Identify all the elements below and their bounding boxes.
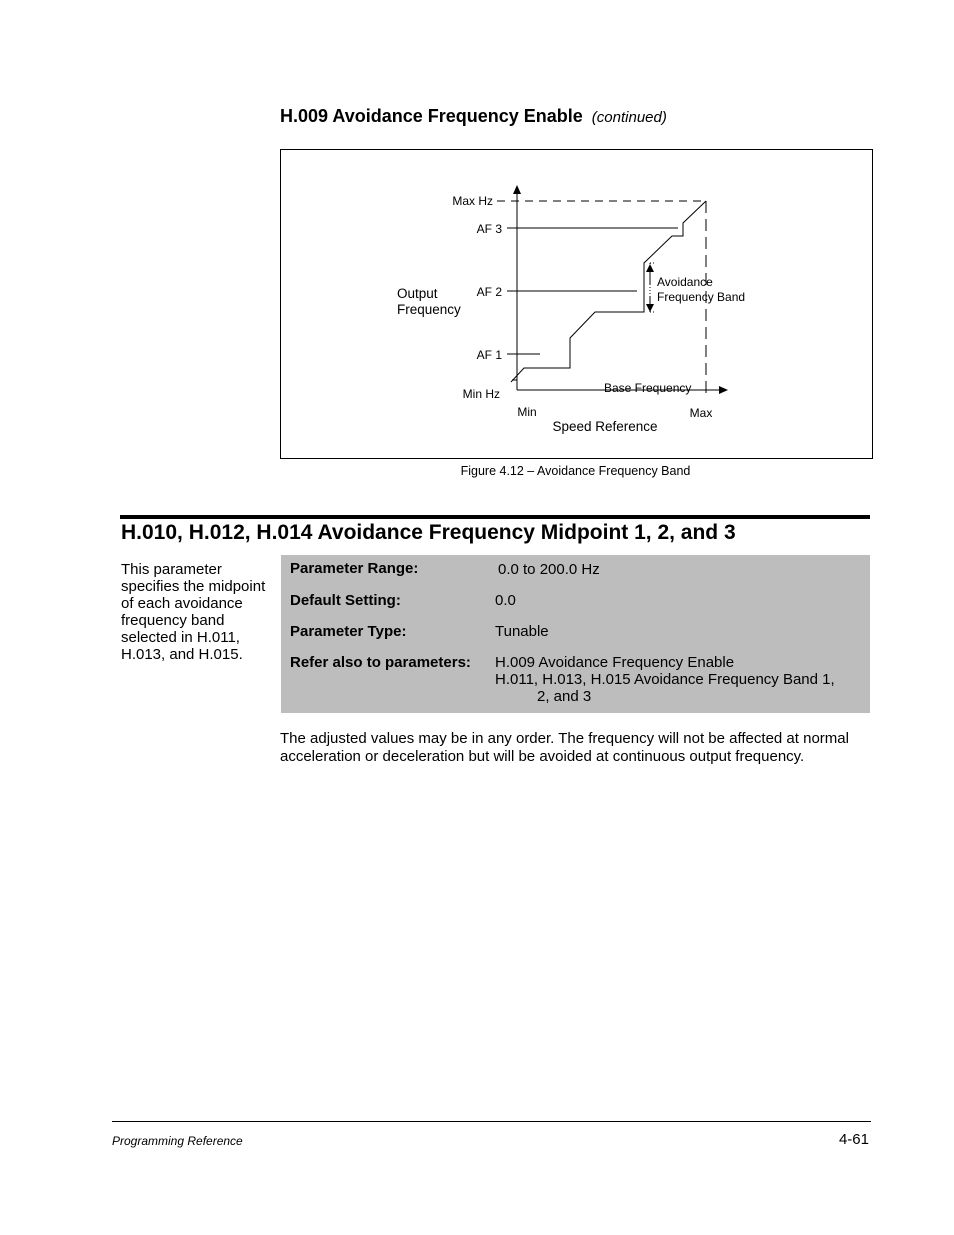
type-label: Parameter Type: [290, 623, 407, 640]
refer-line-3: 2, and 3 [537, 688, 592, 705]
type-value: Tunable [495, 623, 549, 640]
af3-label: AF 3 [476, 222, 502, 236]
y-axis-title-line2: Frequency [397, 302, 461, 317]
af1-label: AF 1 [476, 348, 502, 362]
refer-line-1: H.009 Avoidance Frequency Enable [495, 654, 735, 671]
range-value: 0.0 to 200.0 Hz [498, 561, 600, 578]
subheading-title: H.009 Avoidance Frequency Enable [280, 106, 583, 126]
avoidance-frequency-diagram [281, 150, 872, 458]
section-title: H.010, H.012, H.014 Avoidance Frequency Midpoint 1, 2, and 3 [121, 521, 736, 544]
footer-rule [112, 1121, 871, 1122]
x-min-label: Min [517, 405, 537, 419]
footer-section-name: Programming Reference [112, 1134, 243, 1148]
y-axis-title-line1: Output [397, 286, 438, 301]
band-label-line1: Avoidance [657, 275, 713, 289]
refer-values [495, 654, 835, 705]
body-paragraph: The adjusted values may be in any order. The frequency will not be affected at normal acceleration or deceleration but will be avoided at continuous output frequency. [280, 730, 849, 765]
base-frequency-label: Base Frequency [604, 381, 692, 395]
af2-label: AF 2 [476, 285, 502, 299]
max-hz-label: Max Hz [452, 194, 493, 208]
x-axis-title: Speed Reference [552, 419, 658, 434]
range-label: Parameter Range: [290, 560, 419, 577]
figure-caption: Figure 4.12 – Avoidance Frequency Band [460, 464, 691, 478]
min-hz-label: Min Hz [462, 387, 500, 401]
figure-box [280, 149, 873, 459]
refer-label: Refer also to parameters: [290, 654, 471, 671]
x-max-label: Max [689, 406, 713, 420]
page-number: 4-61 [838, 1131, 869, 1148]
band-label-line2: Frequency Band [657, 290, 746, 304]
parameter-table [281, 555, 870, 713]
refer-line-2: H.011, H.013, H.015 Avoidance Frequency Band 1, [495, 671, 835, 688]
subheading-continued: (continued) [591, 109, 667, 126]
default-value: 0.0 [495, 592, 516, 609]
section-rule [120, 515, 870, 519]
default-label: Default Setting: [290, 592, 401, 609]
sidebar-description: This parameter specifies the midpoint of each avoidance frequency band selected in H.011, H.013, and H.015. [121, 561, 266, 663]
subheading [280, 106, 667, 127]
